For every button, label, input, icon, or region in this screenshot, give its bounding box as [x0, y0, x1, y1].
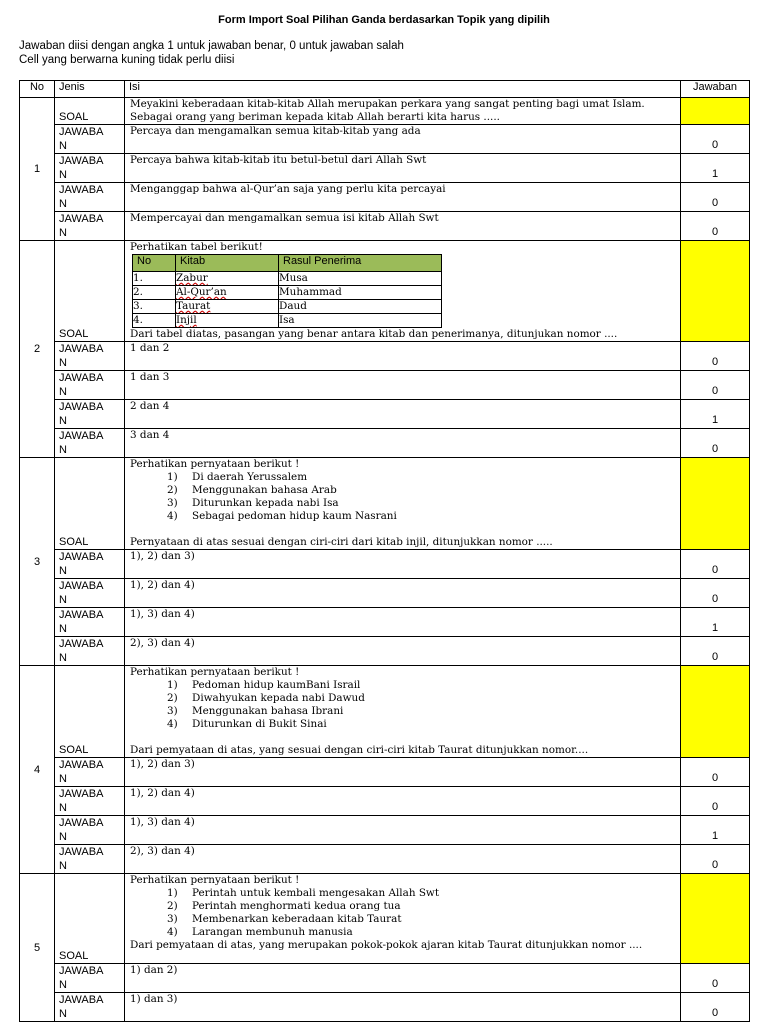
kitab-table-cell: Taurat	[176, 300, 279, 314]
jenis-label: JAWABA	[59, 817, 104, 829]
jenis-label: JAWABA	[59, 759, 104, 771]
statement-number: 2)	[167, 484, 178, 496]
jenis-jawaban	[55, 816, 125, 845]
question-intro: Perhatikan pernyataan berikut !	[130, 874, 300, 886]
answer-row	[20, 342, 750, 371]
spacer	[130, 523, 676, 536]
statement-number: 2)	[167, 900, 178, 912]
jenis-jawaban	[55, 787, 125, 816]
statement-item	[130, 510, 676, 523]
jenis-label: N	[59, 979, 67, 991]
jenis-label: N	[59, 594, 67, 606]
answer-text: 1 dan 2	[125, 342, 681, 371]
jenis-jawaban	[55, 845, 125, 874]
kitab-table-row	[133, 272, 442, 286]
answer-text: 2), 3) dan 4)	[125, 637, 681, 666]
answer-text: 2), 3) dan 4)	[125, 845, 681, 874]
jenis-label: JAWABA	[59, 994, 104, 1006]
header-no: No	[20, 81, 55, 98]
jenis-label: N	[59, 831, 67, 843]
jenis-label: JAWABA	[59, 580, 104, 592]
answer-text: 1), 2) dan 3)	[125, 758, 681, 787]
answer-text: 1 dan 3	[125, 371, 681, 400]
answer-value-cell[interactable]: 0	[681, 787, 750, 816]
answer-value-cell[interactable]: 0	[681, 125, 750, 154]
header-row	[20, 81, 750, 98]
statement-number: 3)	[167, 497, 178, 509]
jenis-jawaban	[55, 212, 125, 241]
kitab-table-header	[133, 255, 442, 272]
jenis-label: JAWABA	[59, 788, 104, 800]
jenis-jawaban	[55, 371, 125, 400]
answer-text: 3 dan 4	[125, 429, 681, 458]
jenis-label: JAWABA	[59, 551, 104, 563]
jenis-label: JAWABA	[59, 372, 104, 384]
jenis-label: N	[59, 444, 67, 456]
answer-value-cell[interactable]: 1	[681, 816, 750, 845]
answer-text: 1), 2) dan 4)	[125, 787, 681, 816]
jenis-soal	[55, 241, 125, 342]
question-row	[20, 458, 750, 550]
answer-row	[20, 964, 750, 993]
jenis-label: N	[59, 140, 67, 152]
question-row	[20, 666, 750, 758]
jenis-jawaban	[55, 993, 125, 1022]
jenis-label: N	[59, 652, 67, 664]
answer-value-cell[interactable]: 0	[681, 429, 750, 458]
answer-row	[20, 371, 750, 400]
answer-text: 2 dan 4	[125, 400, 681, 429]
kitab-table	[132, 254, 442, 328]
jenis-jawaban	[55, 964, 125, 993]
answer-value-cell[interactable]: 1	[681, 608, 750, 637]
jenis-label: N	[59, 860, 67, 872]
statement-text: Menggunakan bahasa Arab	[192, 484, 337, 496]
instruction-line: Jawaban diisi dengan angka 1 untuk jawaban benar, 0 untuk jawaban salah	[19, 40, 404, 52]
kitab-table-row	[133, 286, 442, 300]
answer-value-cell[interactable]: 0	[681, 579, 750, 608]
question-text-cell	[125, 241, 681, 342]
kitab-table-row	[133, 314, 442, 328]
question-number: 3	[20, 458, 55, 666]
statement-number: 3)	[167, 705, 178, 717]
answer-row	[20, 400, 750, 429]
answer-text: 1), 2) dan 4)	[125, 579, 681, 608]
kitab-table-cell: Isa	[279, 314, 442, 328]
kitab-table-cell: Musa	[279, 272, 442, 286]
question-text-cell	[125, 458, 681, 550]
jenis-label: N	[59, 357, 67, 369]
statement-item	[130, 900, 676, 913]
answer-row	[20, 993, 750, 1022]
jenis-label: N	[59, 623, 67, 635]
answer-cell-locked	[681, 874, 750, 964]
question-row	[20, 98, 750, 125]
question-intro: Perhatikan tabel berikut!	[130, 241, 263, 253]
jenis-jawaban	[55, 429, 125, 458]
statement-item	[130, 471, 676, 484]
statement-item	[130, 926, 676, 939]
question-number: 1	[20, 98, 55, 241]
jenis-label: JAWABA	[59, 965, 104, 977]
grid-body	[20, 98, 750, 1022]
answer-text: Menganggap bahwa al-Qur’an saja yang perlu kita percayai	[125, 183, 681, 212]
answer-text: Percaya bahwa kitab-kitab itu betul-betul dari Allah Swt	[125, 154, 681, 183]
question-intro: Perhatikan pernyataan berikut !	[130, 666, 300, 678]
instruction-line: Cell yang berwarna kuning tidak perlu diisi	[19, 54, 235, 66]
answer-value-cell[interactable]: 0	[681, 637, 750, 666]
jenis-soal	[55, 458, 125, 550]
answer-value-cell[interactable]: 0	[681, 845, 750, 874]
question-text-cell	[125, 98, 681, 125]
statement-text: Diturunkan di Bukit Sinai	[192, 718, 327, 730]
statement-item	[130, 718, 676, 731]
answer-row	[20, 608, 750, 637]
kitab-table-heading: Rasul Penerima	[279, 255, 442, 272]
jenis-jawaban	[55, 183, 125, 212]
answer-value-cell[interactable]: 0	[681, 993, 750, 1022]
statement-text: Sebagai pedoman hidup kaum Nasrani	[192, 510, 397, 522]
kitab-table-cell: Daud	[279, 300, 442, 314]
kitab-table-cell: Muhammad	[279, 286, 442, 300]
answer-row	[20, 787, 750, 816]
question-text-cell	[125, 874, 681, 964]
jenis-jawaban	[55, 154, 125, 183]
jenis-jawaban	[55, 550, 125, 579]
question-grid	[19, 80, 750, 1022]
jenis-jawaban	[55, 758, 125, 787]
answer-row	[20, 758, 750, 787]
statement-list	[130, 471, 676, 523]
jenis-label: N	[59, 802, 67, 814]
answer-value-cell[interactable]: 0	[681, 371, 750, 400]
statement-text: Diturunkan kepada nabi Isa	[192, 497, 339, 509]
answer-row	[20, 550, 750, 579]
statement-text: Di daerah Yerussalem	[192, 471, 308, 483]
jenis-jawaban	[55, 579, 125, 608]
jenis-label: JAWABA	[59, 609, 104, 621]
question-number: 4	[20, 666, 55, 874]
jenis-label: N	[59, 198, 67, 210]
answer-text: Percaya dan mengamalkan semua kitab-kitab yang ada	[125, 125, 681, 154]
jenis-label: JAWABA	[59, 401, 104, 413]
statement-number: 1)	[167, 679, 178, 691]
jenis-label: N	[59, 565, 67, 577]
jenis-label: N	[59, 169, 67, 181]
jenis-label: SOAL	[59, 328, 89, 340]
kitab-table-heading: No	[133, 255, 176, 272]
spacer	[130, 731, 676, 744]
answer-value-cell[interactable]: 0	[681, 212, 750, 241]
statement-item	[130, 692, 676, 705]
jenis-jawaban	[55, 608, 125, 637]
answer-row	[20, 154, 750, 183]
statement-number: 4)	[167, 510, 178, 522]
statement-number: 3)	[167, 913, 178, 925]
jenis-jawaban	[55, 342, 125, 371]
header-jenis: Jenis	[55, 81, 125, 98]
kitab-table-row	[133, 300, 442, 314]
answer-cell-locked	[681, 666, 750, 758]
jenis-label: JAWABA	[59, 846, 104, 858]
answer-text: 1), 2) dan 3)	[125, 550, 681, 579]
kitab-table-cell: 2.	[133, 286, 176, 300]
statement-text: Larangan membunuh manusia	[192, 926, 353, 938]
answer-row	[20, 183, 750, 212]
jenis-label: SOAL	[59, 111, 89, 123]
answer-text: 1), 3) dan 4)	[125, 816, 681, 845]
answer-value-cell[interactable]: 0	[681, 183, 750, 212]
answer-row	[20, 125, 750, 154]
jenis-jawaban	[55, 400, 125, 429]
answer-cell-locked	[681, 241, 750, 342]
jenis-label: SOAL	[59, 744, 89, 756]
statement-item	[130, 887, 676, 900]
jenis-label: JAWABA	[59, 213, 104, 225]
jenis-label: N	[59, 386, 67, 398]
answer-value-cell[interactable]: 0	[681, 758, 750, 787]
question-text: Meyakini keberadaan kitab-kitab Allah merupakan perkara yang sangat penting bagi umat Islam. Sebagai orang yang beriman kepada kitab Allah berarti kita harus .....	[130, 98, 645, 123]
answer-cell-locked	[681, 458, 750, 550]
jenis-label: JAWABA	[59, 430, 104, 442]
header-isi: Isi	[125, 81, 681, 98]
statement-list	[130, 679, 676, 731]
statement-text: Perintah menghormati kedua orang tua	[192, 900, 401, 912]
statement-list	[130, 887, 676, 939]
statement-number: 4)	[167, 718, 178, 730]
jenis-label: N	[59, 773, 67, 785]
answer-row	[20, 212, 750, 241]
answer-text: Mempercayai dan mengamalkan semua isi kitab Allah Swt	[125, 212, 681, 241]
kitab-table-cell: 3.	[133, 300, 176, 314]
header-jawaban: Jawaban	[681, 81, 750, 98]
statement-text: Perintah untuk kembali mengesakan Allah Swt	[192, 887, 440, 899]
question-text-cell	[125, 666, 681, 758]
jenis-soal	[55, 98, 125, 125]
jenis-label: JAWABA	[59, 155, 104, 167]
statement-text: Diwahyukan kepada nabi Dawud	[192, 692, 365, 704]
jenis-jawaban	[55, 125, 125, 154]
kitab-table-cell: Injil	[176, 314, 279, 328]
question-text: Dari pemyataan di atas, yang sesuai dengan ciri-ciri kitab Taurat ditunjukkan nomor....	[130, 744, 589, 756]
jenis-label: JAWABA	[59, 343, 104, 355]
answer-row	[20, 816, 750, 845]
kitab-table-cell: 4.	[133, 314, 176, 328]
jenis-soal	[55, 666, 125, 758]
statement-item	[130, 679, 676, 692]
question-text: Dari pemyataan di atas, yang merupakan pokok-pokok ajaran kitab Taurat ditunjukkan nomor ....	[130, 939, 643, 951]
statement-text: Menggunakan bahasa Ibrani	[192, 705, 344, 717]
jenis-jawaban	[55, 637, 125, 666]
answer-text: 1) dan 2)	[125, 964, 681, 993]
answer-row	[20, 429, 750, 458]
question-intro: Perhatikan pernyataan berikut !	[130, 458, 300, 470]
answer-row	[20, 579, 750, 608]
question-text: Pernyataan di atas sesuai dengan ciri-ciri dari kitab injil, ditunjukkan nomor .....	[130, 536, 553, 548]
answer-cell-locked	[681, 98, 750, 125]
jenis-label: N	[59, 1008, 67, 1020]
statement-number: 1)	[167, 887, 178, 899]
statement-number: 1)	[167, 471, 178, 483]
jenis-label: N	[59, 227, 67, 239]
answer-value-cell[interactable]: 0	[681, 964, 750, 993]
answer-text: 1), 3) dan 4)	[125, 608, 681, 637]
kitab-table-heading: Kitab	[176, 255, 279, 272]
question-number: 5	[20, 874, 55, 1022]
jenis-label: SOAL	[59, 950, 89, 962]
question-row	[20, 241, 750, 342]
statement-number: 2)	[167, 692, 178, 704]
answer-row	[20, 845, 750, 874]
answer-value-cell[interactable]: 0	[681, 550, 750, 579]
jenis-label: JAWABA	[59, 638, 104, 650]
answer-value-cell[interactable]: 0	[681, 342, 750, 371]
statement-number: 4)	[167, 926, 178, 938]
kitab-table-cell: 1.	[133, 272, 176, 286]
jenis-label: SOAL	[59, 536, 89, 548]
answer-value-cell[interactable]: 1	[681, 154, 750, 183]
page-title: Form Import Soal Pilihan Ganda berdasarkan Topik yang dipilih	[218, 14, 550, 26]
answer-value-cell[interactable]: 1	[681, 400, 750, 429]
jenis-label: N	[59, 415, 67, 427]
statement-item	[130, 497, 676, 510]
statement-text: Membenarkan keberadaan kitab Taurat	[192, 913, 402, 925]
kitab-table-cell: Al-Qur’an	[176, 286, 279, 300]
kitab-table-cell: Zabur	[176, 272, 279, 286]
jenis-label: JAWABA	[59, 184, 104, 196]
question-row	[20, 874, 750, 964]
question-text: Dari tabel diatas, pasangan yang benar antara kitab dan penerimanya, ditunjukan nomor ....	[130, 328, 618, 340]
jenis-soal	[55, 874, 125, 964]
jenis-label: JAWABA	[59, 126, 104, 138]
question-number: 2	[20, 241, 55, 458]
answer-row	[20, 637, 750, 666]
statement-item	[130, 484, 676, 497]
statement-text: Pedoman hidup kaumBani Israil	[192, 679, 361, 691]
statement-item	[130, 913, 676, 926]
statement-item	[130, 705, 676, 718]
answer-text: 1) dan 3)	[125, 993, 681, 1022]
